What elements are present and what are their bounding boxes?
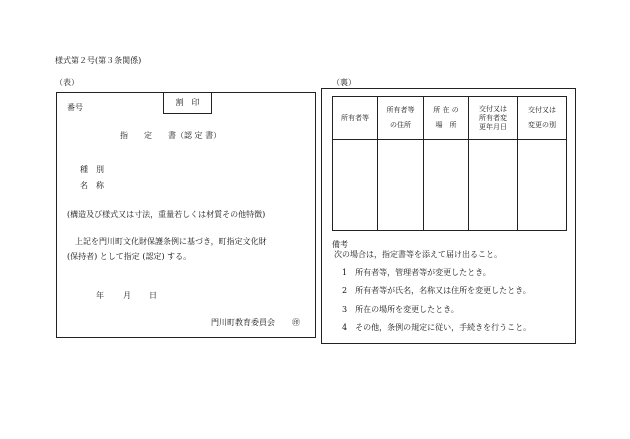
name-label: 名 称 <box>80 181 104 190</box>
remarks-item: 2 所有者等が氏名，名称又は住所を変更したとき。 <box>342 286 531 295</box>
date-month: 月 <box>123 291 131 300</box>
body-line-2: (保持者) として指定 (認定) する。 <box>67 252 192 261</box>
column-header-type: 交付又は 変更の別 <box>518 97 567 140</box>
date-year: 年 <box>96 291 104 300</box>
certificate-title: 指 定 書（認 定 書） <box>120 131 222 140</box>
history-table <box>332 96 567 231</box>
table-cell <box>469 140 518 231</box>
structure-note: (構造及び様式又は寸法，重量若しくは材質その他特徴) <box>67 210 266 219</box>
type-label: 種 別 <box>80 165 104 174</box>
remarks-item: 1 所有者等，管理者等が変更したとき。 <box>342 268 491 277</box>
table-cell <box>333 140 378 231</box>
seal-label: 割 印 <box>175 98 200 107</box>
column-header-date: 交付又は 所有者変 更年月日 <box>469 97 518 140</box>
number-label: 番号 <box>67 103 83 112</box>
back-side-label: （裏） <box>332 78 356 87</box>
column-header-owner: 所有者等 <box>333 97 378 140</box>
remarks-item: 4 その他，条例の規定に従い，手続きを行うこと。 <box>342 323 532 332</box>
table-row <box>333 140 567 231</box>
column-header-location: 所 在 の 場 所 <box>424 97 469 140</box>
table-cell <box>518 140 567 231</box>
table-cell <box>378 140 424 231</box>
remarks-intro: 次の場合は，指定書等を添えて届け出ること。 <box>334 250 502 259</box>
body-line-1: 上記を門川町文化財保護条例に基づき，町指定文化財 <box>75 237 267 246</box>
form-title: 様式第２号(第３条関係) <box>55 56 142 65</box>
front-side-label: （表） <box>55 78 79 87</box>
seal-box <box>163 92 212 114</box>
table-cell <box>424 140 469 231</box>
remarks-item: 3 所在の場所を変更したとき。 <box>342 305 459 314</box>
date-day: 日 <box>149 291 157 300</box>
issuer-seal: ㊞ <box>292 318 300 327</box>
column-header-owner-address: 所有者等 の住所 <box>378 97 424 140</box>
issuer-name: 門川町教育委員会 <box>211 318 275 327</box>
remarks-label: 備考 <box>332 240 348 249</box>
